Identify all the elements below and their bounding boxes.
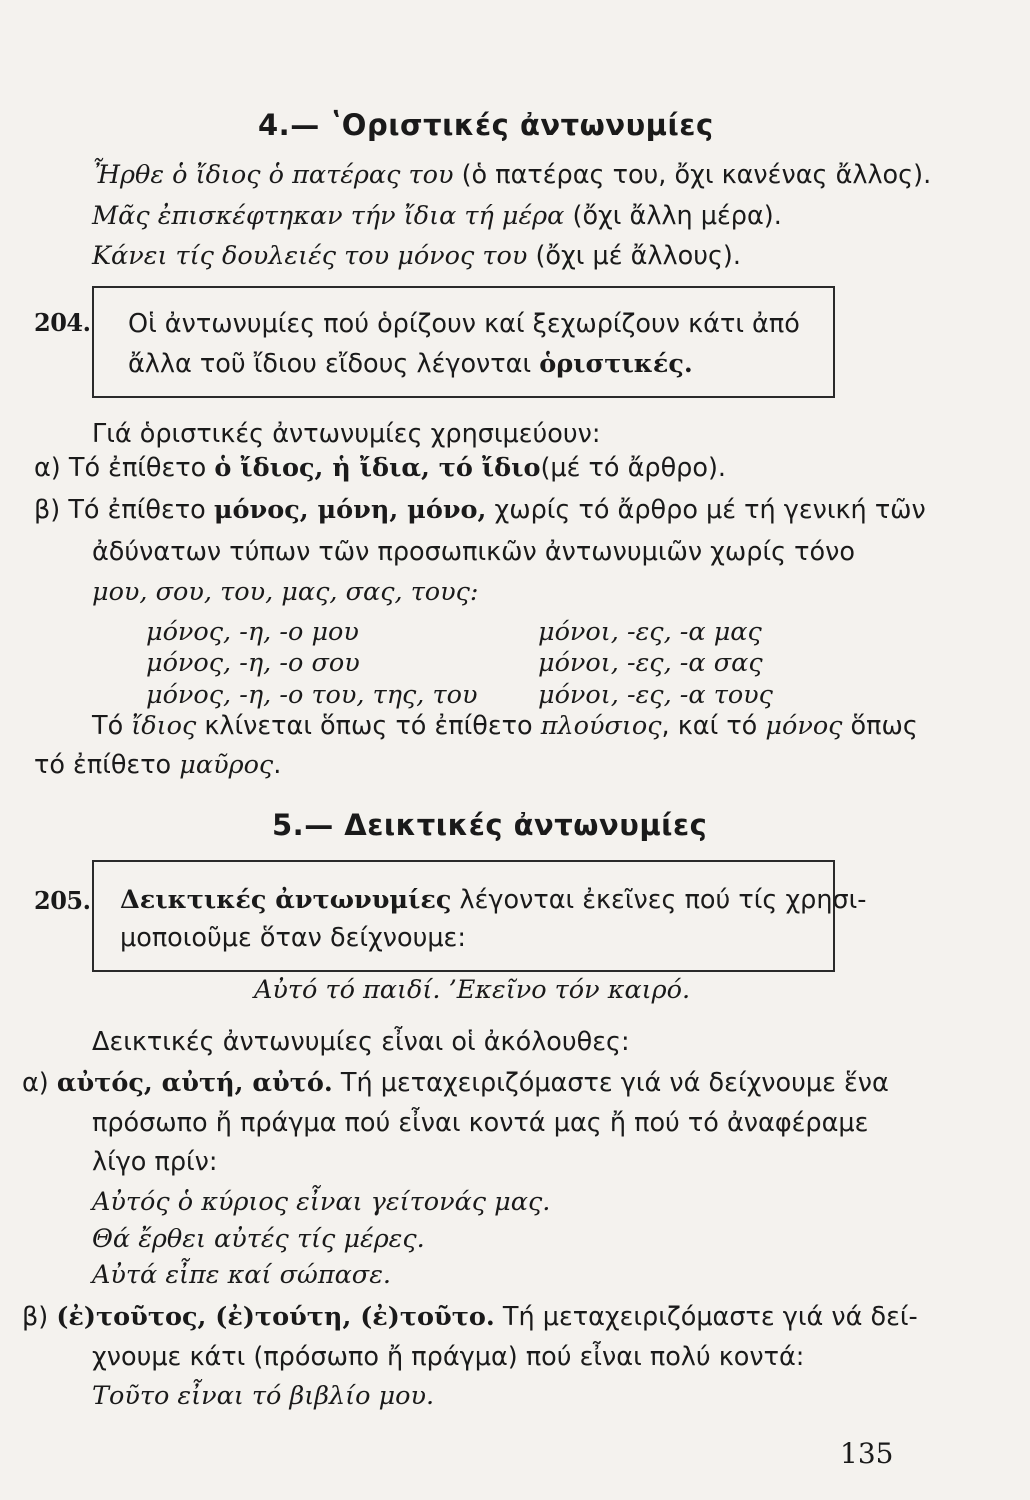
form-right: μόνοι, -ες, -α μας	[538, 617, 762, 647]
form-right: μόνοι, -ες, -α τους	[538, 680, 773, 710]
example-line: Αὐτός ὁ κύριος εἶναι γείτονάς μας.	[92, 1187, 551, 1217]
rule-box	[92, 860, 835, 972]
example-line: Μᾶς ἐπισκέφτηκαν τήν ἴδια τή μέρα (ὄχι ἄλλη μέρα).	[92, 201, 782, 231]
rule-example: Αὐτό τό παιδί. ’Εκεῖνο τόν καιρό.	[246, 978, 698, 1004]
paragraph: μου, σου, του, μας, σας, τους:	[92, 577, 479, 607]
list-item: β) Τό ἐπίθετο μόνος, μόνη, μόνο, χωρίς τό ἄρθρο μέ τή γενική τῶν	[34, 495, 926, 525]
example-line: Αὐτά εἶπε καί σώπασε.	[92, 1260, 392, 1290]
example-line: Θά ἔρθει αὐτές τίς μέρες.	[92, 1224, 425, 1254]
form-left: μόνος, -η, -ο του, της, του	[146, 680, 478, 710]
section-5-heading: 5.— Δεικτικές ἀντωνυμίες	[272, 808, 708, 842]
paragraph: Δεικτικές ἀντωνυμίες εἶναι οἱ ἀκόλουθες:	[92, 1027, 630, 1057]
rule-number: 204.	[34, 308, 91, 337]
paragraph: Τό ἴδιος κλίνεται ὅπως τό ἐπίθετο πλούσιος, καί τό μόνος ὅπως	[92, 711, 918, 741]
rule-box	[92, 286, 835, 398]
form-left: μόνος, -η, -ο μου	[146, 617, 359, 647]
list-item: β) (ἐ)τοῦτος, (ἐ)τούτη, (ἐ)τοῦτο. Τή μεταχειριζόμαστε γιά νά δεί-	[22, 1302, 918, 1332]
example-line: Ἦρθε ὁ ἴδιος ὁ πατέρας του (ὁ πατέρας του, ὄχι κανένας ἄλλος).	[92, 160, 932, 190]
paragraph: πρόσωπο ἤ πράγμα πού εἶναι κοντά μας ἤ πού τό ἀναφέραμε	[92, 1108, 869, 1138]
rule-text: ἄλλα τοῦ ἴδιου εἴδους λέγονται ὁριστικές.	[128, 349, 693, 379]
form-left: μόνος, -η, -ο σου	[146, 648, 360, 678]
example-line: Τοῦτο εἶναι τό βιβλίο μου.	[92, 1381, 435, 1411]
list-item: α) Τό ἐπίθετο ὁ ἴδιος, ἡ ἴδια, τό ἴδιο(μέ τό ἄρθρο).	[34, 453, 727, 483]
form-right: μόνοι, -ες, -α σας	[538, 648, 763, 678]
rule-text: Οἱ ἀντωνυμίες πού ὁρίζουν καί ξεχωρίζουν κάτι ἀπό	[128, 309, 800, 339]
section-4-heading: 4.— ʽΟριστικές ἀντωνυμίες	[258, 108, 714, 142]
paragraph: χνουμε κάτι (πρόσωπο ἤ πράγμα) πού εἶναι πολύ κοντά:	[92, 1342, 805, 1372]
paragraph: λίγο πρίν:	[92, 1147, 218, 1177]
page-number: 135	[840, 1437, 894, 1470]
paragraph: τό ἐπίθετο μαῦρος.	[34, 750, 282, 780]
rule-text: Δεικτικές ἀντωνυμίες λέγονται ἐκεῖνες πού τίς χρησι-	[120, 885, 867, 915]
list-item: α) αὐτός, αὐτή, αὐτό. Τή μεταχειριζόμαστε γιά νά δείχνουμε ἕνα	[22, 1068, 889, 1098]
rule-text: μοποιοῦμε ὅταν δείχνουμε:	[120, 923, 466, 953]
rule-number: 205.	[34, 886, 91, 915]
example-line: Κάνει τίς δουλειές του μόνος του (ὄχι μέ ἄλλους).	[92, 241, 741, 271]
paragraph: ἀδύνατων τύπων τῶν προσωπικῶν ἀντωνυμιῶν χωρίς τόνο	[92, 537, 855, 567]
paragraph: Γιά ὁριστικές ἀντωνυμίες χρησιμεύουν:	[92, 419, 601, 449]
